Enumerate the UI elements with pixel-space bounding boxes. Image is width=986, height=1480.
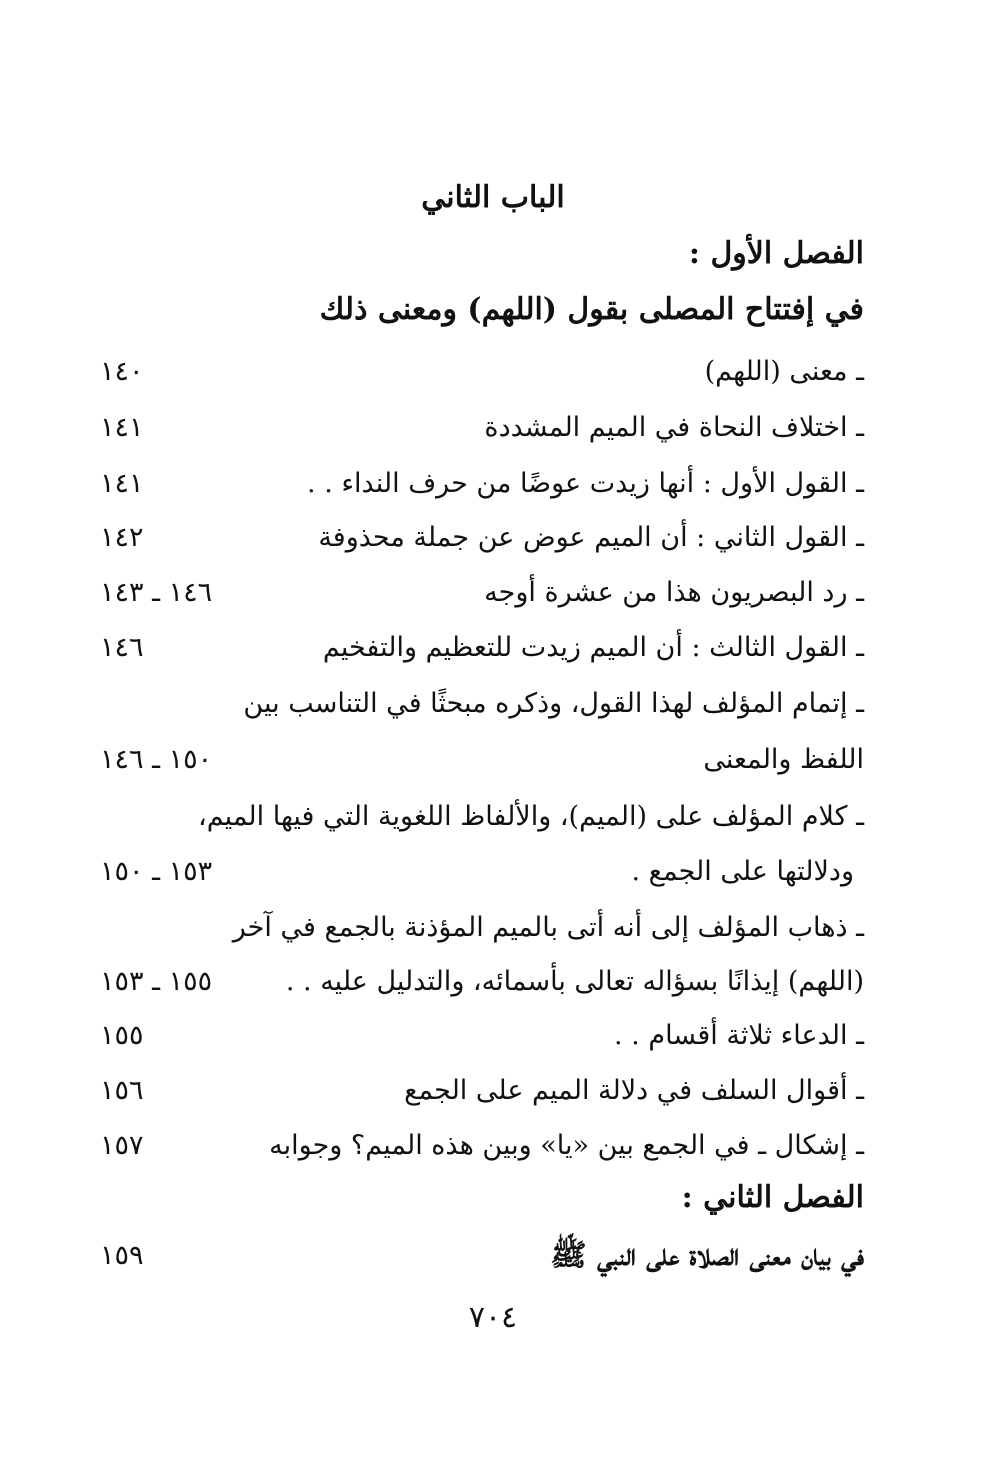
toc-entry — [100, 1016, 864, 1060]
toc-entry-page: ١٤١ — [100, 468, 144, 499]
chapter-2-row — [100, 1236, 864, 1280]
toc-entry-text: اللفظ والمعنى — [703, 744, 864, 775]
toc-entry — [100, 797, 864, 841]
toc-entry-text: ـ أقوال السلف في دلالة الميم على الجمع — [404, 1075, 864, 1106]
toc-entry-page: ١٤٠ — [100, 356, 144, 387]
toc-entry — [100, 908, 864, 952]
chapter-1-title: في إفتتاح المصلى بقول (اللهم) ومعنى ذلك — [319, 292, 864, 327]
page-number: ٧٠٤ — [468, 1300, 518, 1335]
toc-entry-text: (اللهم) إيذانًا بسؤاله تعالى بأسمائه، والتدليل عليه . . — [285, 966, 864, 997]
toc-entry-text: ـ القول الثاني : أن الميم عوض عن جملة محذوفة — [318, 522, 864, 553]
toc-entry — [100, 684, 864, 728]
toc-entry — [100, 408, 864, 452]
toc-entry-page: ١٥٠ ـ ١٤٦ — [100, 744, 213, 775]
toc-entry — [100, 628, 864, 672]
toc-entry-text: ـ ذهاب المؤلف إلى أنه أتى بالميم المؤذنة بالجمع في آخر — [232, 912, 864, 943]
toc-entry-page: ١٥٥ — [100, 1020, 144, 1051]
toc-entry-text: ـ القول الأول : أنها زيدت عوضًا من حرف النداء . . — [307, 468, 864, 499]
toc-entry — [100, 962, 864, 1006]
toc-entry-text: ـ الدعاء ثلاثة أقسام . . — [614, 1020, 864, 1051]
toc-entry-page: ١٥٦ — [100, 1075, 144, 1106]
toc-entry — [100, 1071, 864, 1115]
toc-entry-text: ـ القول الثالث : أن الميم زيدت للتعظيم والتفخيم — [322, 632, 864, 663]
chapter-2-title: في بيان معنى الصلاة على النبي ﷺ — [550, 1238, 864, 1273]
toc-entry-page: ١٤١ — [100, 412, 144, 443]
chapter-1-label: الفصل الأول : — [688, 236, 864, 271]
toc-entry — [100, 464, 864, 508]
toc-entry — [100, 740, 864, 784]
toc-entry-text: ـ رد البصريون هذا من عشرة أوجه — [484, 577, 864, 608]
toc-entry-page: ١٥٧ — [100, 1130, 144, 1161]
toc-entry-page: ١٤٦ — [100, 632, 144, 663]
toc-entry — [100, 352, 864, 396]
chapter-2-page: ١٥٩ — [100, 1240, 144, 1271]
toc-entry-page: ١٤٢ — [100, 522, 144, 553]
toc-entry-text: ـ كلام المؤلف على (الميم)، والألفاظ اللغوية التي فيها الميم، — [197, 801, 864, 832]
toc-entry-text: ودلالتها على الجمع . — [631, 856, 854, 887]
toc-entry — [100, 852, 864, 896]
toc-entry — [100, 1126, 864, 1170]
toc-entry-text: ـ إشكال ـ في الجمع بين «يا» وبين هذه الميم؟ وجوابه — [269, 1130, 864, 1161]
toc-entry — [100, 518, 864, 562]
part-heading: الباب الثاني — [421, 180, 565, 215]
toc-entry-text: ـ إتمام المؤلف لهذا القول، وذكره مبحثًا في التناسب بين — [243, 688, 864, 719]
toc-entry-page: ١٥٣ ـ ١٥٠ — [100, 856, 213, 887]
toc-entry-text: ـ اختلاف النحاة في الميم المشددة — [484, 412, 864, 443]
toc-entry-page: ١٤٦ ـ ١٤٣ — [100, 577, 213, 608]
toc-entry — [100, 573, 864, 617]
chapter-2-label: الفصل الثاني : — [681, 1180, 864, 1215]
toc-entry-text: ـ معنى (اللهم) — [704, 356, 864, 387]
toc-entry-page: ١٥٥ ـ ١٥٣ — [100, 966, 213, 997]
